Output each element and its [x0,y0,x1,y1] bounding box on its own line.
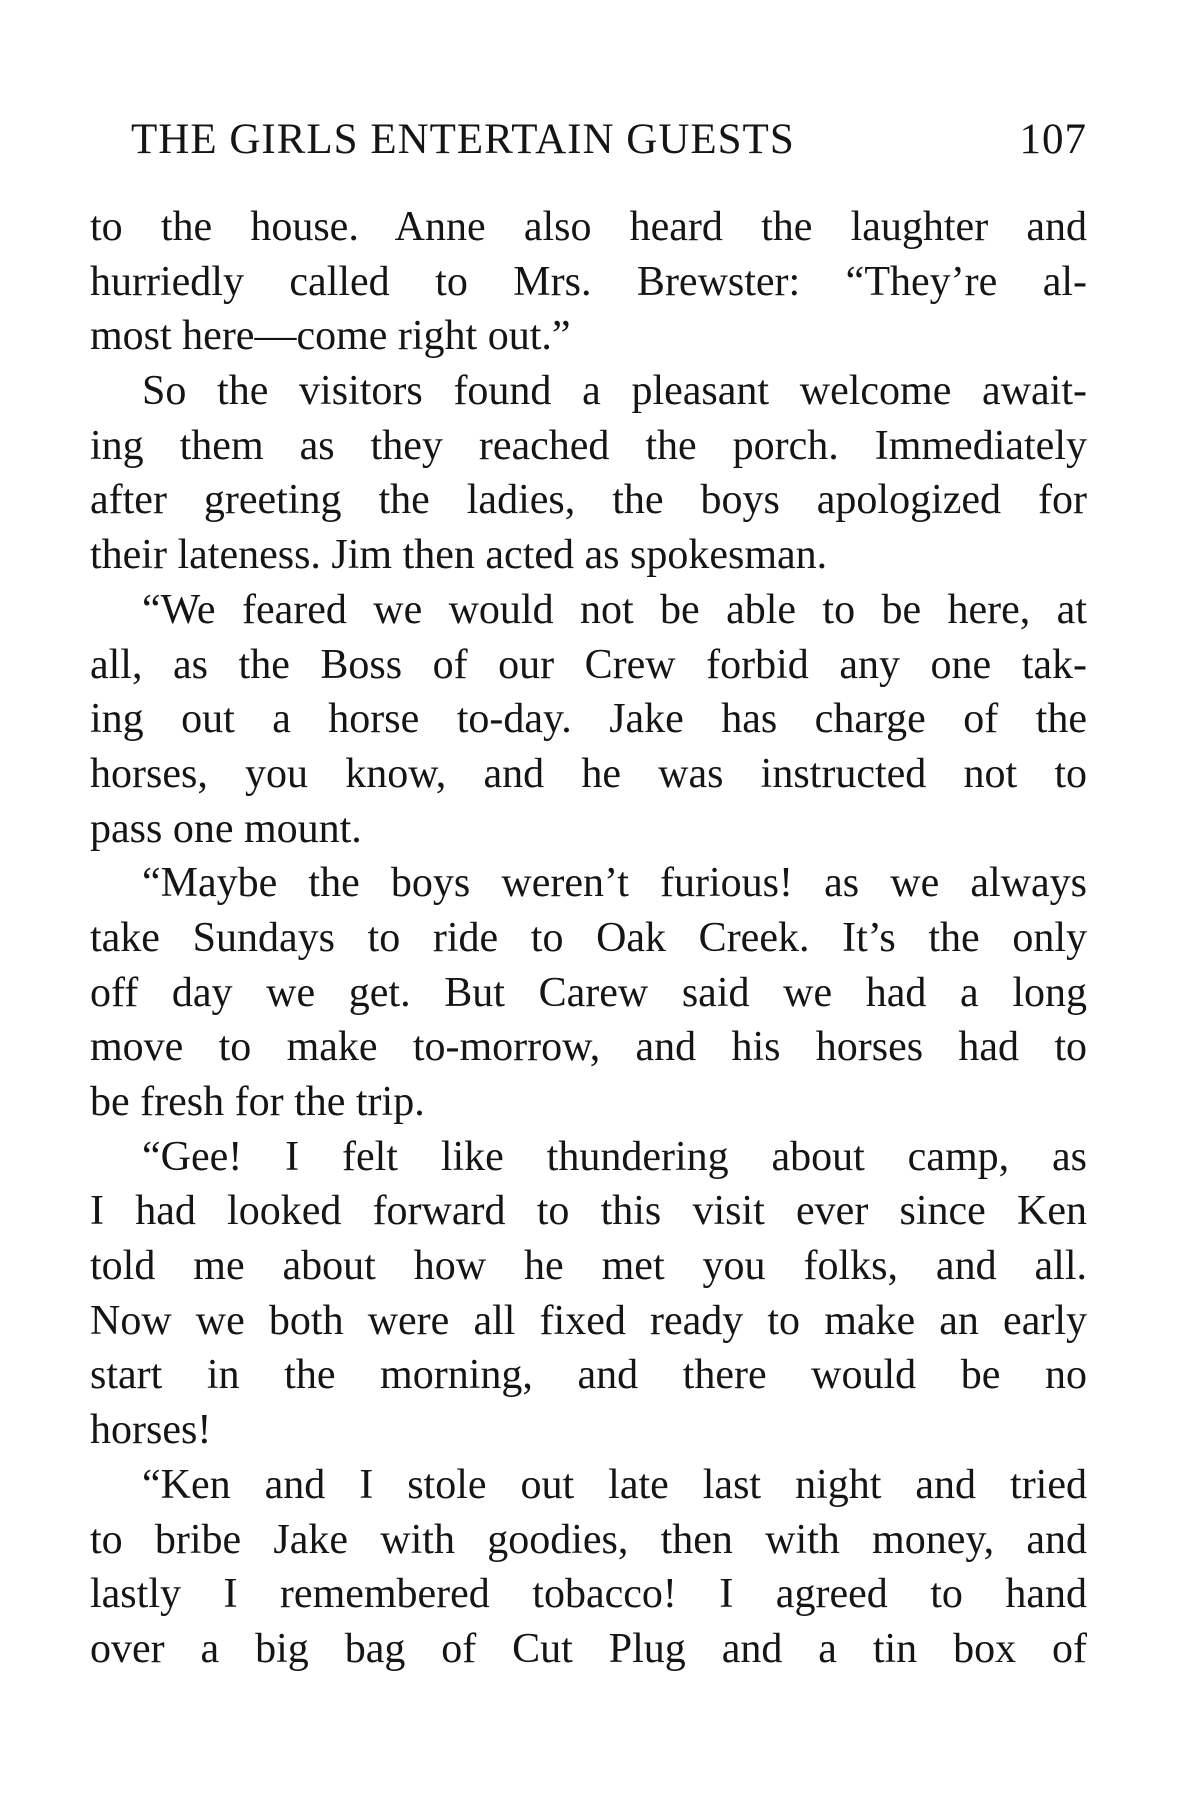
running-head [131,112,1087,168]
text-line: horses! [90,1407,212,1454]
text-line: be fresh for the trip. [90,1079,425,1125]
text-line: ing them as they reached the porch. Immediately [90,422,1087,469]
text-line: lastly I remembered tobacco! I agreed to hand [90,1571,1087,1618]
text-line: to bribe Jake with goodies, then with money, and [90,1516,1087,1563]
text-line: horses, you know, and he was instructed not to [90,750,1087,797]
body-text [90,200,1087,1677]
text-line: told me about how he met you folks, and all. [90,1243,1087,1290]
text-line: over a big bag of Cut Plug and a tin box of [90,1625,1087,1672]
paragraph-first-line: “Gee! I felt like thundering about camp, as [142,1133,1087,1180]
text-line: take Sundays to ride to Oak Creek. It’s the only [90,914,1087,961]
text-line: off day we get. But Carew said we had a long [90,969,1087,1016]
text-line: I had looked forward to this visit ever since Ken [90,1188,1087,1235]
paragraph-first-line: So the visitors found a pleasant welcome await- [142,368,1087,415]
paragraph-first-line: “Maybe the boys weren’t furious! as we always [142,860,1087,907]
text-line: move to make to-morrow, and his horses had to [90,1024,1087,1071]
text-line: Now we both were all fixed ready to make an early [90,1297,1087,1344]
text-line: start in the morning, and there would be no [90,1352,1087,1399]
text-line: ing out a horse to-day. Jake has charge of the [90,696,1087,743]
text-line: most here—come right out.” [90,313,571,360]
text-line: all, as the Boss of our Crew forbid any one tak- [90,641,1087,688]
text-line: their lateness. Jim then acted as spokesman. [90,532,828,579]
chapter-title: THE GIRLS ENTERTAIN GUESTS [131,116,795,163]
page-number: 107 [1019,116,1087,163]
paragraph-first-line: “Ken and I stole out late last night and tried [142,1461,1087,1508]
text-line: pass one mount. [90,805,362,852]
text-line: hurriedly called to Mrs. Brewster: “They’re al- [90,258,1087,305]
text-line: after greeting the ladies, the boys apologized for [90,477,1087,524]
text-line: to the house. Anne also heard the laughter and [90,204,1087,250]
paragraph-first-line: “We feared we would not be able to be here, at [142,586,1087,633]
